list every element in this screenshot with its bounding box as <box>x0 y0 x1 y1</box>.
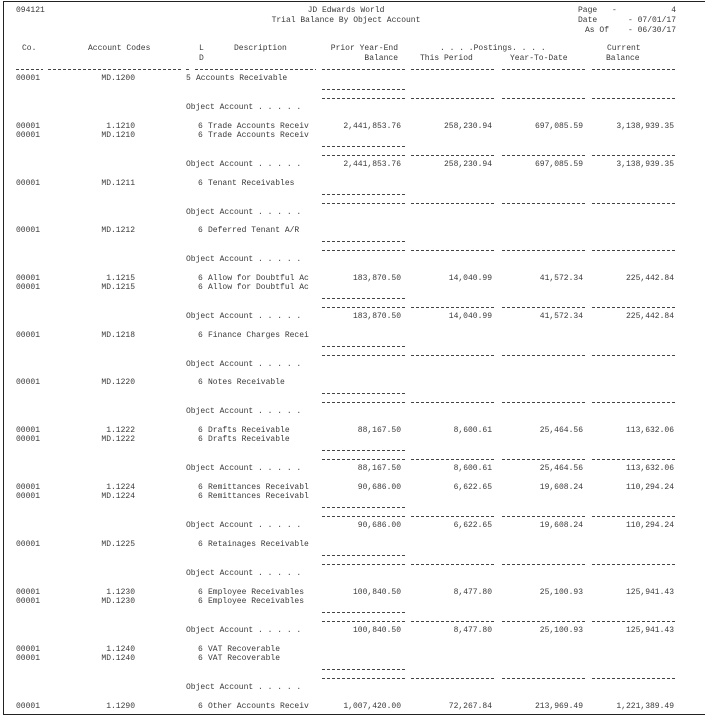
company-number: 00001 <box>16 701 41 711</box>
amount-ytd: 25,100.93 <box>539 587 583 597</box>
amount-period: 6,622.65 <box>453 483 492 492</box>
account-code: MD.1224 <box>101 492 135 501</box>
header-rule <box>411 69 495 70</box>
level-of-detail: 6 <box>198 330 203 340</box>
account-code: MD.1230 <box>101 596 135 606</box>
total-rule <box>322 355 406 356</box>
company-number: 00001 <box>16 226 41 236</box>
company-number: 00001 <box>16 644 41 654</box>
total-current: 113,632.06 <box>625 464 674 473</box>
total-rule <box>322 564 406 565</box>
company-number: 00001 <box>16 596 41 606</box>
amount-current: 125,941.43 <box>625 587 674 597</box>
object-account-total-label: Object Account . . . . . <box>186 159 302 169</box>
total-rule <box>502 203 586 204</box>
company-number: 00001 <box>16 540 41 549</box>
amount-period: 8,477.80 <box>453 587 492 597</box>
total-prior: 88,167.50 <box>357 464 401 473</box>
amount-period: 14,040.99 <box>448 273 492 283</box>
page-separator: - <box>612 6 617 15</box>
col-header-lod-2: D <box>199 54 204 63</box>
total-rule <box>411 621 495 622</box>
total-ytd: 697,085.59 <box>534 159 583 169</box>
total-rule <box>411 98 495 99</box>
total-rule <box>502 564 586 565</box>
account-code: MD.1211 <box>101 178 135 188</box>
object-account-total-label: Object Account . . . . . <box>186 625 302 635</box>
account-code: 1.1210 <box>106 121 135 131</box>
level-of-detail: 6 <box>198 130 203 140</box>
total-period: 8,600.61 <box>453 464 492 473</box>
level-of-detail: 6 <box>198 483 203 492</box>
amount-prior: 2,441,853.76 <box>343 121 401 131</box>
account-code: MD.1218 <box>101 330 135 340</box>
object-account-total-label: Object Account . . . . . <box>186 521 302 530</box>
level-of-detail: 5 <box>186 74 191 83</box>
total-rule <box>322 250 406 251</box>
total-rule <box>592 459 676 460</box>
date-label: Date <box>578 16 598 25</box>
total-rule <box>322 307 406 308</box>
level-of-detail: 6 <box>198 701 203 711</box>
date-value: - 07/01/17 <box>627 16 676 25</box>
col-header-postings: . . . .Postings. . . . <box>440 44 546 53</box>
total-rule <box>502 402 586 403</box>
total-ytd: 19,608.24 <box>539 521 583 530</box>
level-of-detail: 6 <box>198 378 203 388</box>
subtotal-rule <box>322 555 406 556</box>
account-description: Trade Accounts Receiv <box>208 130 309 140</box>
total-rule <box>411 516 495 517</box>
col-header-description: Description <box>234 44 287 53</box>
page-number: 4 <box>671 6 676 15</box>
account-description: Employee Receivables <box>208 587 305 597</box>
amount-ytd: 697,085.59 <box>534 121 583 131</box>
amount-current: 1,221,389.49 <box>616 701 674 711</box>
account-code: 1.1222 <box>106 426 135 435</box>
company-number: 00001 <box>16 282 41 292</box>
company-number: 00001 <box>16 587 41 597</box>
level-of-detail: 6 <box>198 540 203 549</box>
total-rule <box>592 203 676 204</box>
total-prior: 183,870.50 <box>352 311 401 321</box>
account-code: 1.1240 <box>106 644 135 654</box>
total-current: 225,442.84 <box>625 311 674 321</box>
header-rule <box>502 69 586 70</box>
level-of-detail: 6 <box>198 435 203 444</box>
object-account-total-label: Object Account . . . . . <box>186 311 302 321</box>
total-period: 258,230.94 <box>443 159 492 169</box>
total-rule <box>411 678 495 679</box>
col-header-current-1: Current <box>607 44 641 53</box>
total-rule <box>592 564 676 565</box>
total-rule <box>502 250 586 251</box>
header-rule <box>16 69 43 70</box>
total-rule <box>592 250 676 251</box>
as-of-label: As Of <box>585 26 610 35</box>
company-number: 00001 <box>16 121 41 131</box>
account-description: Employee Receivables <box>208 596 305 606</box>
col-header-lod-1: L <box>199 44 204 53</box>
total-current: 125,941.43 <box>625 625 674 635</box>
header-rule <box>592 69 676 70</box>
amount-current: 110,294.24 <box>625 483 674 492</box>
amount-prior: 1,007,420.00 <box>343 701 401 711</box>
amount-current: 3,138,939.35 <box>616 121 674 131</box>
account-description: Remittances Receivabl <box>208 492 309 501</box>
subtotal-rule <box>322 450 406 451</box>
total-rule <box>592 307 676 308</box>
amount-ytd: 41,572.34 <box>539 273 583 283</box>
account-code: MD.1222 <box>101 435 135 444</box>
total-prior: 90,686.00 <box>357 521 401 530</box>
level-of-detail: 6 <box>198 492 203 501</box>
account-code: MD.1215 <box>101 282 135 292</box>
level-of-detail: 6 <box>198 653 203 663</box>
level-of-detail: 6 <box>198 426 203 435</box>
col-header-ytd: Year-To-Date <box>510 54 568 63</box>
account-code: 1.1230 <box>106 587 135 597</box>
object-account-total-label: Object Account . . . . . <box>186 464 302 473</box>
program-id: 094121 <box>16 6 45 15</box>
object-account-total-label: Object Account . . . . . <box>186 682 302 692</box>
total-rule <box>592 516 676 517</box>
total-current: 110,294.24 <box>625 521 674 530</box>
total-rule <box>592 98 676 99</box>
col-header-co: Co. <box>22 44 37 53</box>
report-title: Trial Balance By Object Account <box>271 16 421 25</box>
total-rule <box>322 459 406 460</box>
subtotal-rule <box>322 298 406 299</box>
object-account-total-label: Object Account . . . . . <box>186 207 302 217</box>
total-rule <box>322 98 406 99</box>
account-code: 1.1224 <box>106 483 135 492</box>
account-description: Accounts Receivable <box>196 74 288 83</box>
object-account-total-label: Object Account . . . . . <box>186 407 302 417</box>
object-account-total-label: Object Account . . . . . <box>186 103 302 112</box>
amount-ytd: 213,969.49 <box>534 701 583 711</box>
header-rule <box>195 69 316 70</box>
company-number: 00001 <box>16 273 41 283</box>
subtotal-rule <box>322 89 406 90</box>
amount-period: 72,267.84 <box>448 701 492 711</box>
object-account-total-label: Object Account . . . . . <box>186 359 302 369</box>
total-rule <box>322 155 406 156</box>
level-of-detail: 6 <box>198 282 203 292</box>
total-rule <box>502 355 586 356</box>
account-description: Trade Accounts Receiv <box>208 121 309 131</box>
company-number: 00001 <box>16 378 41 388</box>
amount-current: 113,632.06 <box>625 426 674 435</box>
company-number: 00001 <box>16 330 41 340</box>
amount-ytd: 19,608.24 <box>539 483 583 492</box>
total-period: 14,040.99 <box>448 311 492 321</box>
total-period: 8,477.80 <box>453 625 492 635</box>
total-rule <box>411 564 495 565</box>
header-rule <box>322 69 406 70</box>
amount-ytd: 25,464.56 <box>539 426 583 435</box>
level-of-detail: 6 <box>198 644 203 654</box>
subtotal-rule <box>322 669 406 670</box>
total-rule <box>502 98 586 99</box>
account-description: Finance Charges Recei <box>208 330 309 340</box>
account-code: MD.1210 <box>101 130 135 140</box>
level-of-detail: 6 <box>198 121 203 131</box>
account-code: 1.1215 <box>106 273 135 283</box>
level-of-detail: 6 <box>198 273 203 283</box>
subtotal-rule <box>322 241 406 242</box>
subtotal-rule <box>322 146 406 147</box>
col-header-prior-2: Balance <box>364 54 398 63</box>
account-code: 1.1290 <box>106 701 135 711</box>
total-rule <box>502 621 586 622</box>
level-of-detail: 6 <box>198 596 203 606</box>
account-description: Deferred Tenant A/R <box>208 226 300 236</box>
total-rule <box>502 307 586 308</box>
total-rule <box>411 459 495 460</box>
subtotal-rule <box>322 507 406 508</box>
subtotal-rule <box>322 194 406 195</box>
total-ytd: 25,464.56 <box>539 464 583 473</box>
amount-prior: 183,870.50 <box>352 273 401 283</box>
account-code: MD.1200 <box>101 74 135 83</box>
amount-period: 8,600.61 <box>453 426 492 435</box>
total-rule <box>322 402 406 403</box>
total-rule <box>411 155 495 156</box>
total-period: 6,622.65 <box>453 521 492 530</box>
total-rule <box>411 203 495 204</box>
total-rule <box>322 516 406 517</box>
company-number: 00001 <box>16 178 41 188</box>
company-number: 00001 <box>16 426 41 435</box>
account-code: MD.1240 <box>101 653 135 663</box>
col-header-this-period: This Period <box>420 54 473 63</box>
amount-current: 225,442.84 <box>625 273 674 283</box>
total-prior: 100,840.50 <box>352 625 401 635</box>
amount-prior: 88,167.50 <box>357 426 401 435</box>
header-rule <box>186 69 191 70</box>
total-rule <box>322 621 406 622</box>
account-description: Other Accounts Receiv <box>208 701 309 711</box>
account-description: Drafts Receivable <box>208 426 290 435</box>
level-of-detail: 6 <box>198 587 203 597</box>
total-rule <box>411 307 495 308</box>
company-number: 00001 <box>16 483 41 492</box>
page-border <box>3 1 705 715</box>
total-rule <box>502 678 586 679</box>
company-number: 00001 <box>16 435 41 444</box>
account-description: Allow for Doubtful Ac <box>208 273 309 283</box>
company-number: 00001 <box>16 130 41 140</box>
account-description: VAT Recoverable <box>208 644 281 654</box>
page-label: Page <box>578 6 598 15</box>
total-rule <box>592 621 676 622</box>
total-rule <box>322 203 406 204</box>
as-of-value: - 06/30/17 <box>627 26 676 35</box>
total-rule <box>502 516 586 517</box>
col-header-prior-1: Prior Year-End <box>330 44 398 53</box>
account-description: Allow for Doubtful Ac <box>208 282 309 292</box>
amount-prior: 90,686.00 <box>357 483 401 492</box>
account-description: Notes Receivable <box>208 378 285 388</box>
amount-period: 258,230.94 <box>443 121 492 131</box>
account-description: VAT Recoverable <box>208 653 281 663</box>
level-of-detail: 6 <box>198 226 203 236</box>
company-number: 00001 <box>16 74 41 83</box>
total-ytd: 41,572.34 <box>539 311 583 321</box>
account-description: Tenant Receivables <box>208 178 295 188</box>
total-ytd: 25,100.93 <box>539 625 583 635</box>
subtotal-rule <box>322 612 406 613</box>
total-rule <box>592 155 676 156</box>
total-rule <box>411 355 495 356</box>
total-rule <box>502 155 586 156</box>
level-of-detail: 6 <box>198 178 203 188</box>
total-rule <box>592 678 676 679</box>
total-rule <box>411 250 495 251</box>
object-account-total-label: Object Account . . . . . <box>186 569 302 578</box>
account-description: Retainages Receivable <box>208 540 309 549</box>
company-title: JD Edwards World <box>307 6 385 15</box>
header-rule <box>48 69 181 70</box>
total-rule <box>592 355 676 356</box>
col-header-current-2: Balance <box>606 54 640 63</box>
account-code: MD.1225 <box>101 540 135 549</box>
total-rule <box>592 402 676 403</box>
total-current: 3,138,939.35 <box>616 159 674 169</box>
account-description: Drafts Receivable <box>208 435 290 444</box>
amount-prior: 100,840.50 <box>352 587 401 597</box>
account-description: Remittances Receivabl <box>208 483 309 492</box>
total-rule <box>322 678 406 679</box>
company-number: 00001 <box>16 653 41 663</box>
account-code: MD.1212 <box>101 226 135 236</box>
total-rule <box>411 402 495 403</box>
col-header-account-codes: Account Codes <box>88 44 151 53</box>
company-number: 00001 <box>16 492 41 501</box>
subtotal-rule <box>322 346 406 347</box>
object-account-total-label: Object Account . . . . . <box>186 255 302 265</box>
total-rule <box>502 459 586 460</box>
account-code: MD.1220 <box>101 378 135 388</box>
total-prior: 2,441,853.76 <box>343 159 401 169</box>
subtotal-rule <box>322 393 406 394</box>
